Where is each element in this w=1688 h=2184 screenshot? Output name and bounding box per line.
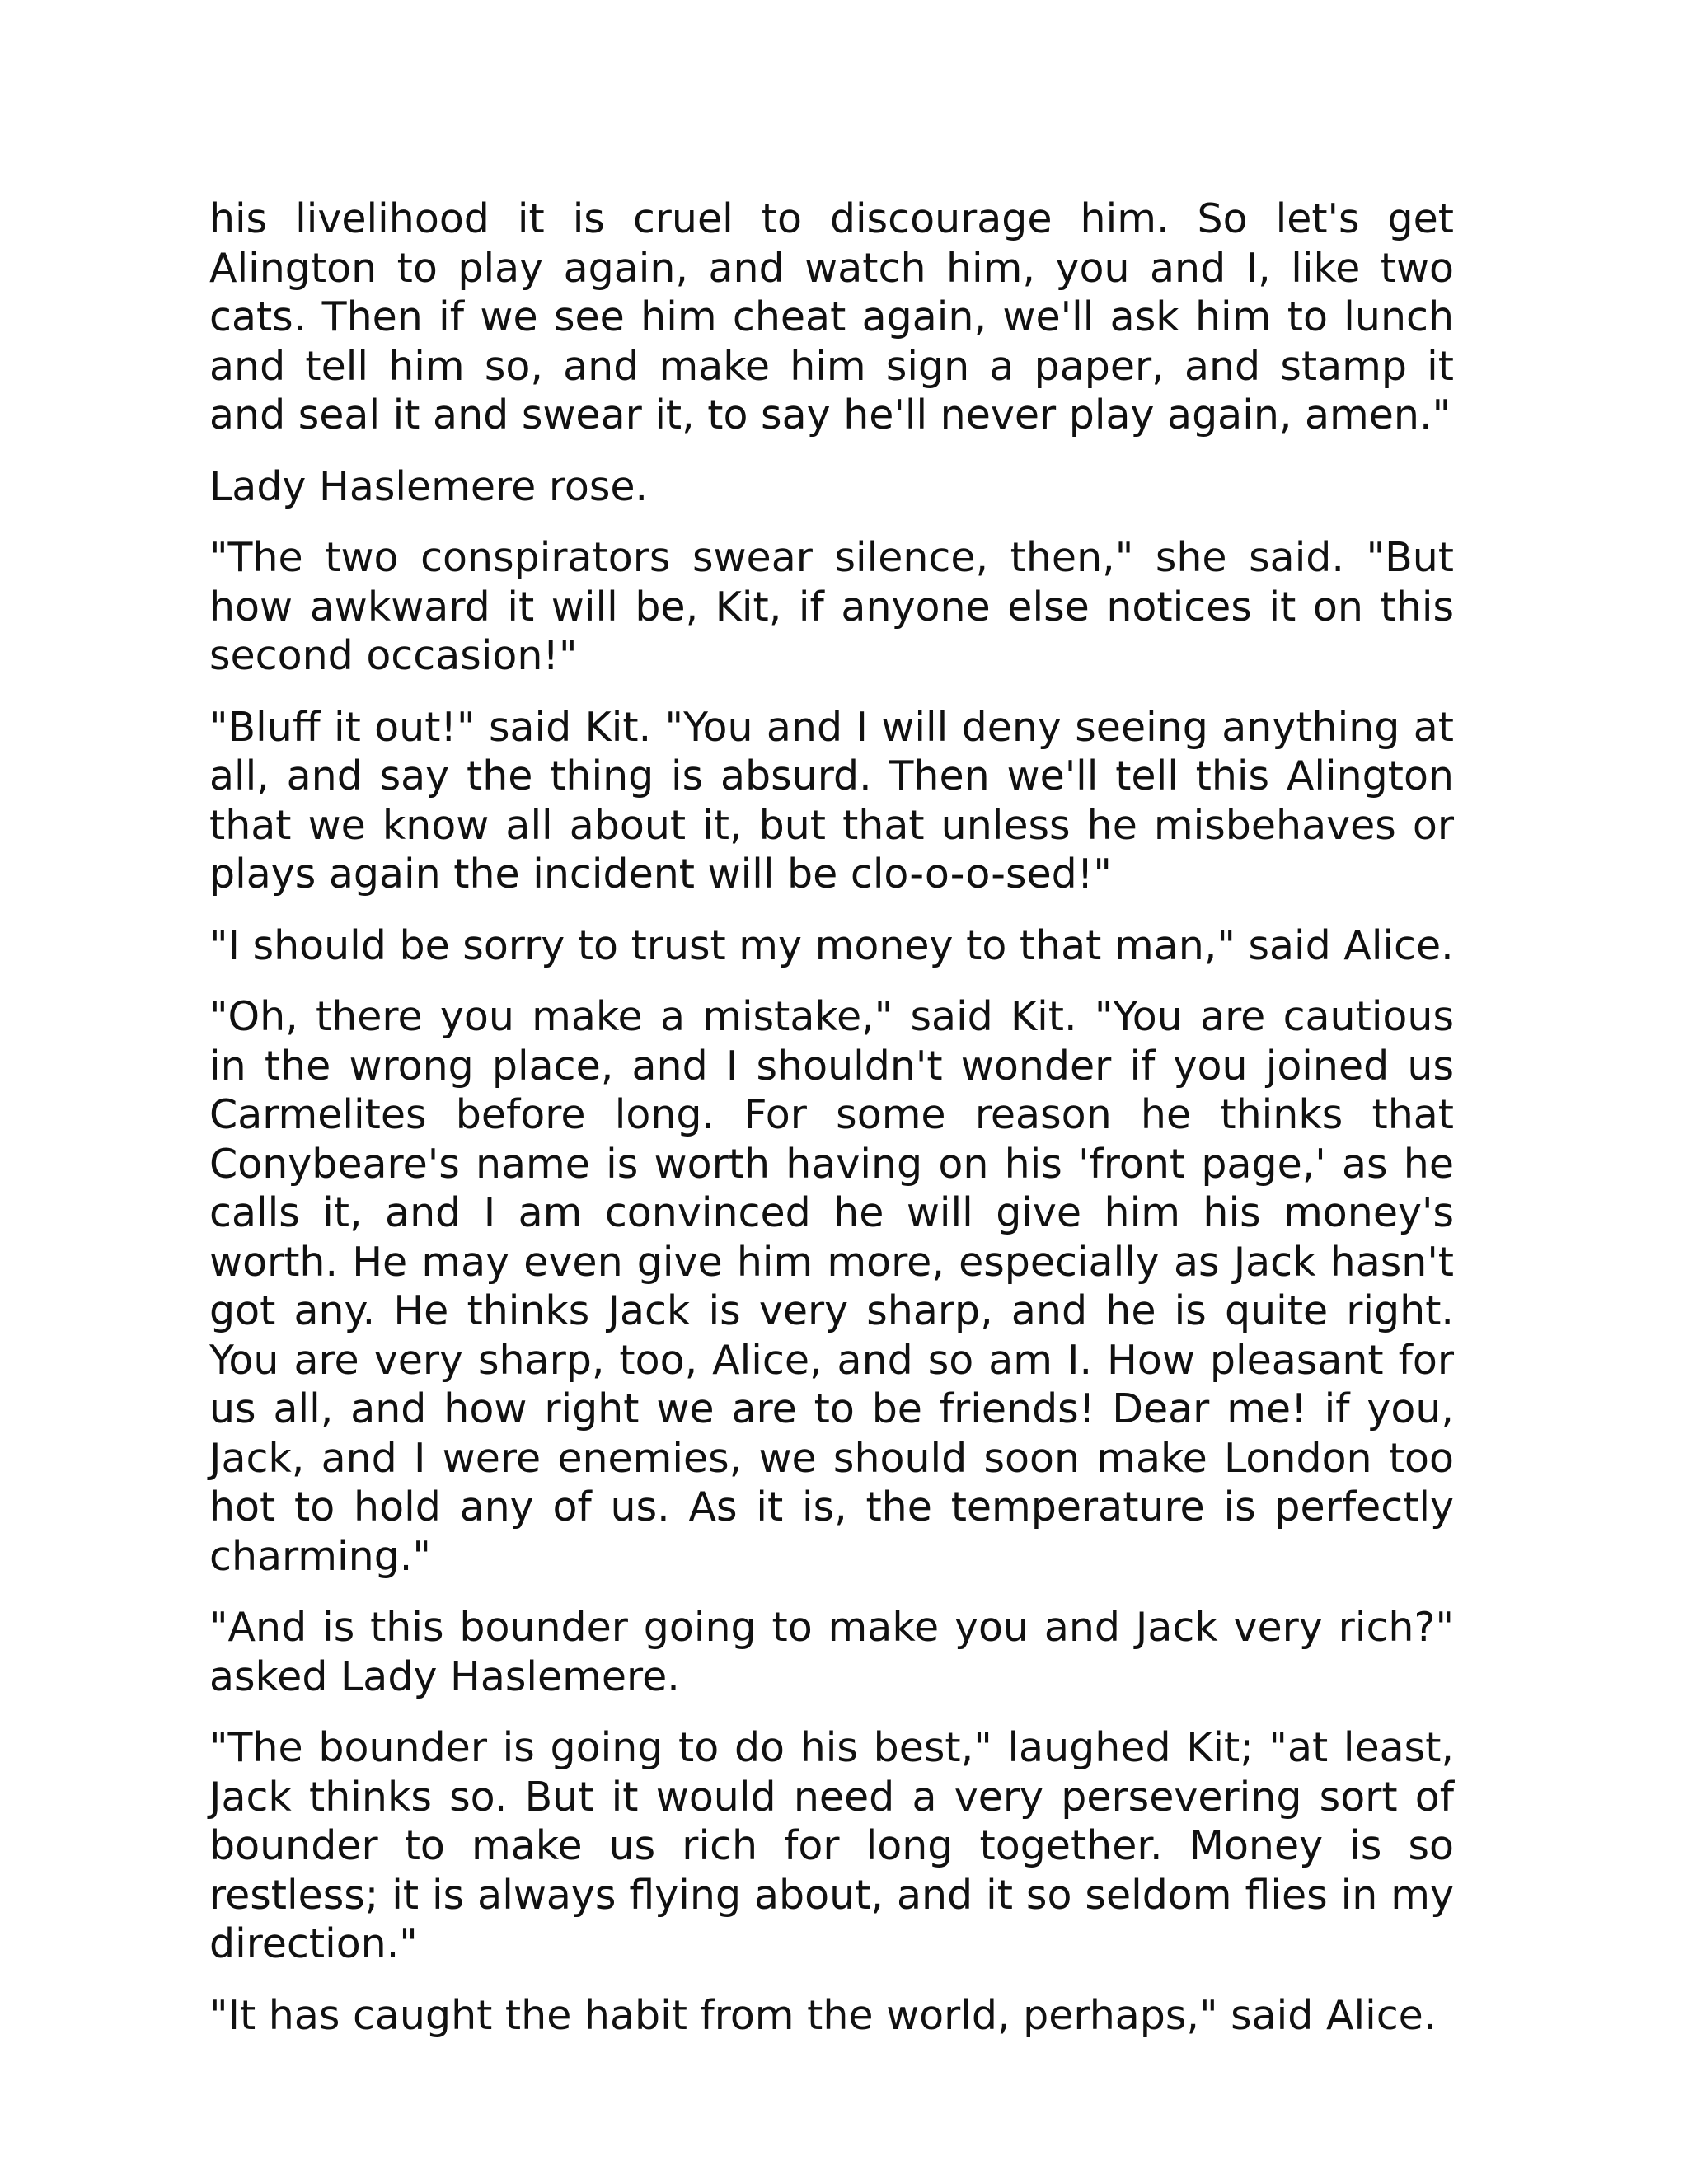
paragraph: "Oh, there you make a mistake," said Kit. "You are cautious in the wrong place, and I shouldn't wonder if you joined us Carmelites before long. For some reason he thinks that Conybeare's name is worth having on his 'front page,' as he calls it, and I am convinced he will give him his money's worth. He may even give him more, especially as Jack hasn't got any. He thinks Jack is very sharp, and he is quite right. You are very sharp, too, Alice, and so am I. How pleasant for us all, and how right we are to be friends! Dear me! if you, Jack, and I were enemies, we should soon make London too hot to hold any of us. As it is, the temperature is perfectly charming.": [209, 993, 1454, 1580]
paragraph: "Bluff it out!" said Kit. "You and I will deny seeing anything at all, and say the thing is absurd. Then we'll tell this Alington that we know all about it, but that unless he misbehaves or plays again the incident will be clo-o-o-sed!": [209, 703, 1454, 898]
paragraph: "The two conspirators swear silence, then," she said. "But how awkward it will be, Kit, if anyone else notices it on this second occasion!": [209, 534, 1454, 679]
document-page: [209, 194, 1454, 2062]
paragraph: "And is this bounder going to make you and Jack very rich?" asked Lady Haslemere.: [209, 1604, 1454, 1700]
paragraph: Lady Haslemere rose.: [209, 462, 649, 510]
paragraph: his livelihood it is cruel to discourage him. So let's get Alington to play again, and watch him, you and I, like two cats. Then if we see him cheat again, we'll ask him to lunch and tell him so, and make him sign a paper, and stamp it and seal it and swear it, to say he'll never play again, amen.": [209, 195, 1454, 438]
paragraph: "I should be sorry to trust my money to that man," said Alice.: [209, 921, 1454, 969]
paragraph: "The bounder is going to do his best," laughed Kit; "at least, Jack thinks so. But it would need a very persevering sort of bounder to make us rich for long together. Money is so restless; it is always flying about, and it so seldom flies in my direction.": [209, 1724, 1454, 1967]
paragraph: "It has caught the habit from the world, perhaps," said Alice.: [209, 1991, 1437, 2039]
